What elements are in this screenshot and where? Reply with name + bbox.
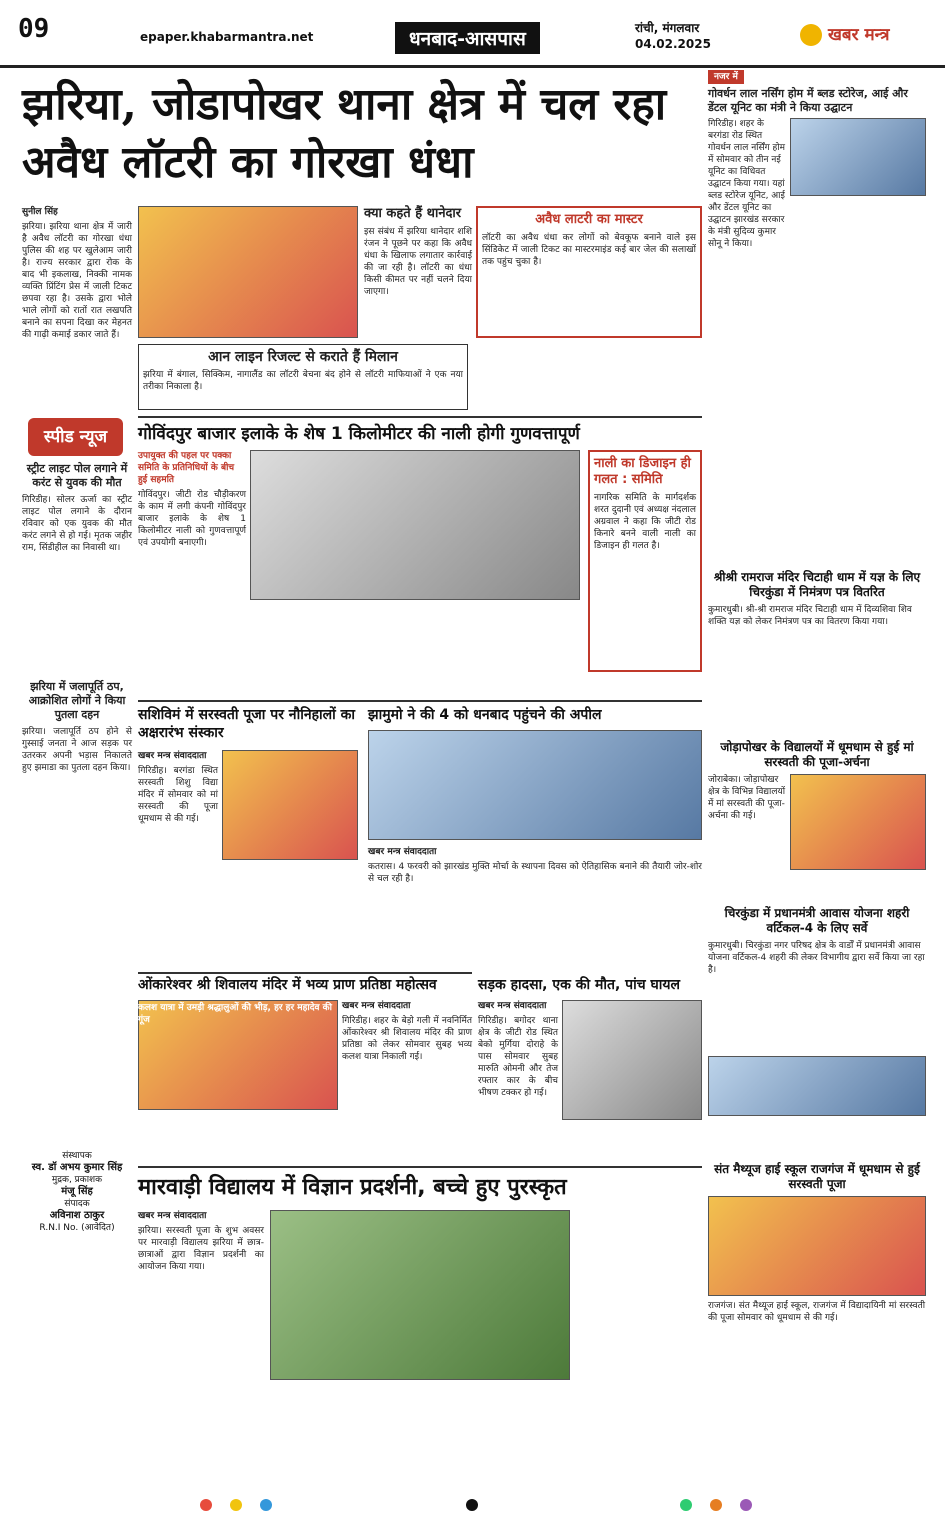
imprint-founder: स्व. डॉ अभय कुमार सिंह xyxy=(31,1162,123,1173)
accident-byline: खबर मन्त्र संवाददाता xyxy=(478,1001,547,1011)
jorapokhar-photo xyxy=(790,774,926,870)
sashiviman-headline: सशिविमं में सरस्वती पूजा पर नौनिहालों का अक्षरारंभ संस्कार xyxy=(138,707,356,741)
police-box-body: इस संबंध में झरिया थानेदार शशि रंजन ने पूछने पर कहा कि अवैध धंधा के खिलाफ लगातार कार्रवाई की जा रही है। लॉटरी का धंधा किसी कीमत पर नहीं चलने दिया जाएगा। xyxy=(364,227,472,297)
sashiviman-body: गिरिडीह। बरगंडा स्थित सरस्वती शिशु विद्या मंदिर में सोमवार को मां सरस्वती की पूजा धूमधाम से की गई। xyxy=(138,766,218,824)
govindpur-body: गोविंदपुर। जीटी रोड चौड़ीकरण के काम में लगी कंपनी गोविंदपुर बाजार इलाके के शेष 1 किलोमीटर नाली को गुणवत्तापूर्ण एवं उपयोगी बनाएगी। xyxy=(138,490,246,548)
police-box-title: क्या कहते हैं थानेदार xyxy=(364,206,462,221)
nazar-tag: नजर में xyxy=(708,70,744,84)
divider xyxy=(138,1166,702,1168)
govindpur-kicker: उपायुक्त की पहल पर पक्का समिति के प्रतिनिधियों के बीच हुई सहमति xyxy=(138,451,235,485)
drain-design-box xyxy=(588,450,702,672)
section-title: धनबाद-आसपास xyxy=(395,22,540,54)
registration-dot xyxy=(260,1499,272,1511)
lottery-master-box xyxy=(476,206,702,338)
brand-logo xyxy=(800,22,890,46)
online-result-title: आन लाइन रिजल्ट से कराते हैं मिलान xyxy=(208,349,398,365)
nazar-body: गिरिडीह। शहर के बरगंडा रोड स्थित गोवर्धन लाल नर्सिंग होम में सोमवार को तीन नई यूनिट का विधिवत उद्घाटन किया गया। यहां ब्लड स्टोरेज यूनिट, आई और डेंटल यूनिट का उद्घाटन झारखंड सरकार के मंत्री सुदिव्य कुमार सोनू ने किया। xyxy=(708,119,786,249)
registration-mark xyxy=(466,1499,478,1511)
dateline xyxy=(635,20,711,52)
lottery-master-title: अवैध लाटरी का मास्टर xyxy=(535,212,643,227)
registration-dot xyxy=(740,1499,752,1511)
rajganj-headline: संत मैथ्यूज हाई स्कूल राजगंज में धूमधाम से हुई सरस्वती पूजा xyxy=(714,1162,920,1191)
registration-dot xyxy=(200,1499,212,1511)
rajganj-photo xyxy=(708,1196,926,1296)
imprint-publisher-label: मुद्रक, प्रकाशक xyxy=(51,1175,103,1185)
imprint-editor: अविनाश ठाकुर xyxy=(49,1210,105,1221)
drain-design-title: नाली का डिजाइन ही गलत : समिति xyxy=(594,456,691,487)
speed-news-item-2 xyxy=(22,680,132,1140)
footer-color-bar xyxy=(0,1493,945,1517)
city-day: रांची, मंगलवार xyxy=(635,21,700,35)
omkareshwar-headline: ओंकारेश्वर श्री शिवालय मंदिर में भव्य प्राण प्रतिष्ठा महोत्सव xyxy=(138,977,437,993)
govindpur-headline: गोविंदपुर बाजार इलाके के शेष 1 किलोमीटर की नाली होगी गुणवत्तापूर्ण xyxy=(138,424,580,444)
divider xyxy=(138,972,472,974)
accident-body: गिरिडीह। बगोदर थाना क्षेत्र के जीटी रोड स्थित बेको मुर्गिया दोराहे के पास सोमवार सुबह मारुति ओमनी और तेज रफ्तार कार के बीच भीषण टक्कर हो गई। xyxy=(478,1016,558,1098)
accident-photo xyxy=(562,1000,702,1120)
accident-column xyxy=(478,1000,558,1160)
marwari-body: झरिया। सरस्वती पूजा के शुभ अवसर पर मारवाड़ी विद्यालय झरिया में छात्र-छात्राओं द्वारा विज्ञान प्रदर्शनी का आयोजन किया गया। xyxy=(138,1226,264,1272)
omkareshwar-body: गिरिडीह। शहर के बेड़ो गली में नवनिर्मित ओंकारेश्वर श्री शिवालय मंदिर की प्राण प्रतिष्ठा को लेकर सोमवार सुबह भव्य कलश यात्रा निकाली गई। xyxy=(342,1016,472,1062)
jmm-byline: खबर मन्त्र संवाददाता xyxy=(368,847,437,857)
lead-headline: झरिया, जोडापोखर थाना क्षेत्र में चल रहा अवैध लॉटरी का गोरखा धंधा xyxy=(22,79,667,188)
speed-item-1-title: स्ट्रीट लाइट पोल लगाने में करंट से युवक की मौत xyxy=(26,462,128,489)
jorapokhar-headline: जोड़ापोखर के विद्यालयों में धूमधाम से हुई मां सरस्वती की पूजा-अर्चना xyxy=(720,740,914,769)
yagya-headline: श्रीश्री रामराज मंदिर चिटाही धाम में यज्ञ के लिए चिरकुंडा में निमंत्रण पत्र वितरित xyxy=(713,570,921,599)
lottery-tickets-photo xyxy=(138,206,358,338)
imprint-publisher: मंजू सिंह xyxy=(61,1186,93,1197)
science-exhibition-photo xyxy=(270,1210,570,1380)
imprint-founder-label: संस्थापक xyxy=(62,1151,92,1161)
divider xyxy=(138,416,702,418)
lottery-master-body: लॉटरी का अवैध धंधा कर लोगों को बेवकूफ बनाने वाले इस सिंडिकेट में जाली टिकट का मास्टरमाइंड कई बार जेल की सलाखों तक पहुंच चुका है। xyxy=(482,233,696,267)
inauguration-photo xyxy=(790,118,926,196)
sashiviman-photo xyxy=(222,750,358,860)
jmm-column xyxy=(368,846,702,970)
omkareshwar-kicker: कलश यात्रा में उमड़ी श्रद्धालुओं की भीड़, हर हर महादेव की गूंज xyxy=(138,1003,332,1025)
imprint-editor-label: संपादक xyxy=(64,1199,90,1209)
lead-body: झरिया। झरिया थाना क्षेत्र में जारी है अवैध लॉटरी का गोरखा धंधा पुलिस की शह पर खुलेआम जारी है। राज्य सरकार द्वारा रोक के बाद भी इकलाख, निक्की नामक व्यक्ति प्रिंटिंग प्रेस में जाली टिकट छपवा रहा है। उसके द्वारा भोले भाले लोगों को रातों रात लखपति बनाने का सपना दिखा कर मेहनत की गाढ़ी कमाई डकार जाते हैं। xyxy=(22,222,132,340)
online-result-body: झरिया में बंगाल, सिक्किम, नागालैंड का लॉटरी बेचना बंद होने से लॉटरी माफियाओं ने एक नया तरीका निकाला है। xyxy=(143,370,463,392)
rajganj-body: राजगंज। संत मैथ्यूज हाई स्कूल, राजगंज में विद्यादायिनी मां सरस्वती की पूजा सोमवार को धूमधाम से की गई। xyxy=(708,1301,926,1323)
yagya-body: कुमारधुबी। श्री-श्री रामराज मंदिर चिटाही धाम में दिव्यशिवा शिव शक्ति यज्ञ को लेकर निमंत्रण पत्र का वितरण किया गया। xyxy=(708,605,912,627)
registration-dot xyxy=(710,1499,722,1511)
drain-design-body: नागरिक समिति के मार्गदर्शक शरत दुदानी एवं अध्यक्ष नंदलाल अग्रवाल ने कहा कि जीटी रोड किनारे बनने वाली नाली का डिजाइन ही गलत है। xyxy=(594,493,696,551)
awas-headline: चिरकुंडा में प्रधानमंत्री आवास योजना शहरी वर्टिकल-4 के लिए सर्वे xyxy=(724,906,910,935)
govindpur-column xyxy=(138,450,246,672)
awas-body: कुमारधुबी। चिरकुंडा नगर परिषद क्षेत्र के वार्डों में प्रधानमंत्री आवास योजना वर्टिकल-4 शहरी की लेकर विभागीय द्वारा सर्वे किया जा रहा है। xyxy=(708,941,925,975)
jorapokhar-body: जोराबेका। जोड़ापोखर क्षेत्र के विभिन्न विद्यालयों में मां सरस्वती की पूजा-अर्चना की गई। xyxy=(708,775,786,821)
website-link[interactable]: epaper.khabarmantra.net xyxy=(140,30,314,44)
sashiviman-byline: खबर मन्त्र संवाददाता xyxy=(138,751,207,761)
imprint-rni: R.N.I No. (आवेदित) xyxy=(39,1223,115,1233)
nazar-headline: गोवर्धन लाल नर्सिंग होम में ब्लड स्टोरेज, आई और डेंटल यूनिट का मंत्री ने किया उद्घाटन xyxy=(708,87,908,114)
jmm-headline: झामुमो ने की 4 को धनबाद पहुंचने की अपील xyxy=(368,707,602,723)
marwari-column xyxy=(138,1210,264,1486)
speed-item-1-body: गिरिडीह। सोलर ऊर्जा का स्ट्रीट लाइट पोल लगाने के दौरान रविवार को एक युवक की मौत करंट लगने से हो गई। मृतक जहीर राम, सिंडीहील का निवासी था। xyxy=(22,495,132,553)
divider xyxy=(138,700,702,702)
speed-news-item-1 xyxy=(22,462,132,678)
registration-dot xyxy=(680,1499,692,1511)
online-result-box xyxy=(138,344,468,410)
accident-headline: सड़क हादसा, एक की मौत, पांच घायल xyxy=(478,977,681,993)
marwari-byline: खबर मन्त्र संवाददाता xyxy=(138,1211,207,1221)
brand-name: खबर मन्त्र xyxy=(828,25,890,45)
issue-date: 04.02.2025 xyxy=(635,37,711,51)
drain-inspection-photo xyxy=(250,450,580,600)
lead-column xyxy=(22,206,132,410)
marwari-headline: मारवाड़ी विद्यालय में विज्ञान प्रदर्शनी, बच्चे हुए पुरस्कृत xyxy=(138,1175,567,1200)
sashiviman-column xyxy=(138,750,218,970)
jmm-meeting-photo xyxy=(368,730,702,840)
lead-byline: सुनील सिंह xyxy=(22,207,58,217)
speed-news-badge: स्पीड न्यूज xyxy=(28,418,123,456)
omkareshwar-byline: खबर मन्त्र संवाददाता xyxy=(342,1001,411,1011)
masthead-bar xyxy=(0,0,945,68)
brand-logo-icon xyxy=(800,24,822,46)
imprint-box xyxy=(22,1150,132,1234)
page-number: 09 xyxy=(18,14,50,44)
awas-photo xyxy=(708,1056,926,1116)
police-box xyxy=(364,206,472,338)
registration-dot xyxy=(230,1499,242,1511)
omkareshwar-column xyxy=(342,1000,472,1130)
jmm-body: कतरास। 4 फरवरी को झारखंड मुक्ति मोर्चा के स्थापना दिवस को ऐतिहासिक बनाने की तैयारी जोर-शोर से चल रही है। xyxy=(368,862,702,884)
speed-item-2-body: झरिया। जलापूर्ति ठप होने से गुस्साई जनता ने आज सड़क पर उतरकर अपनी भड़ास निकालते हुए झमाडा का पुतला दहन किया। xyxy=(22,727,132,773)
speed-item-2-title: झरिया में जलापूर्ति ठप, आक्रोशित लोगों ने किया पुतला दहन xyxy=(28,680,126,721)
